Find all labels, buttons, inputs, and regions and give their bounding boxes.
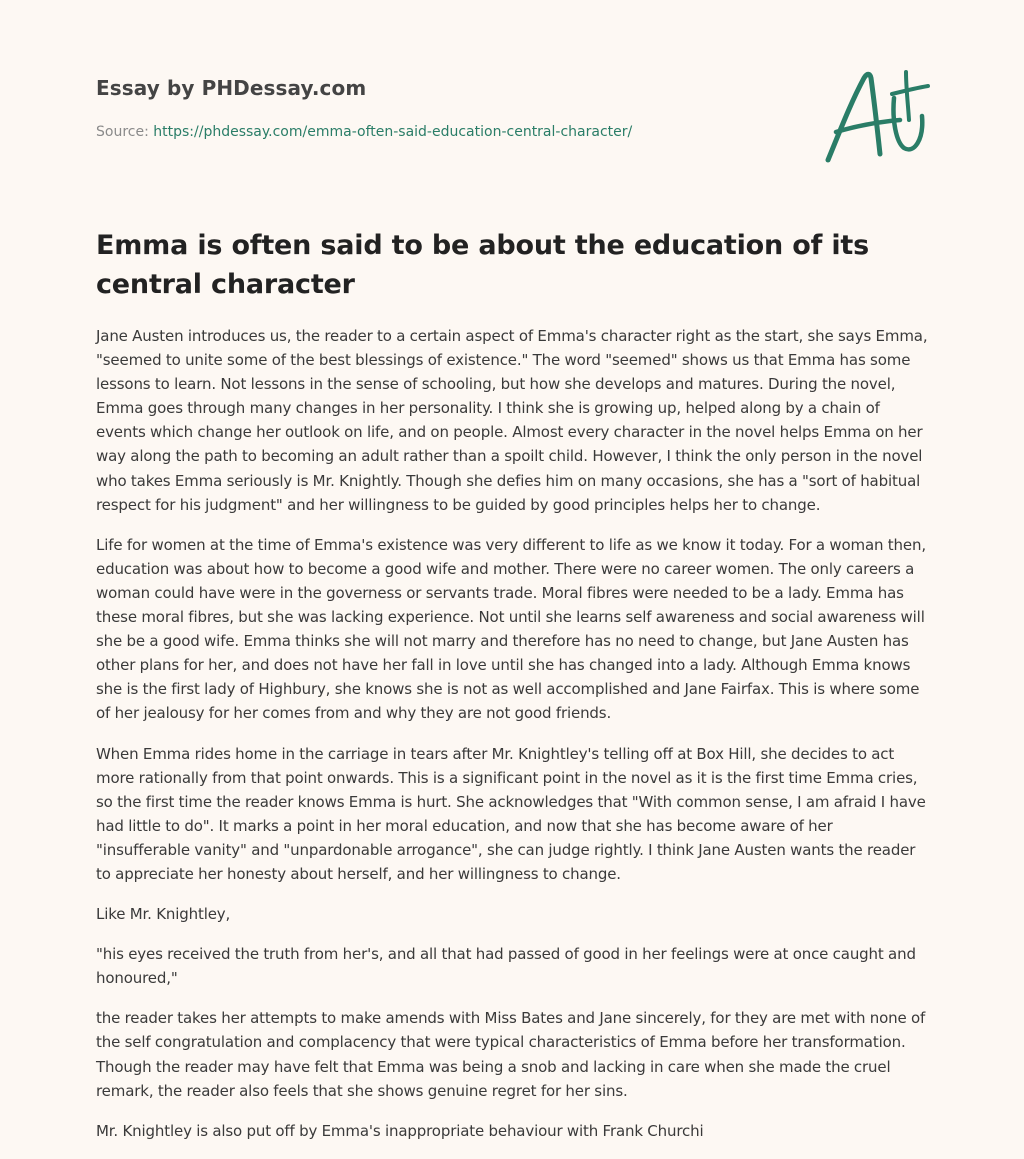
source-line (96, 124, 632, 140)
essay-paragraph: Like Mr. Knightley, (96, 905, 231, 924)
essay-quote: "his eyes received the truth from her's, and all that had passed of good in her feelings were at once caught and honoured," (96, 945, 916, 988)
site-title: Essay by PHDessay.com (96, 76, 367, 100)
essay-body (96, 324, 928, 1159)
source-label: Source: (96, 124, 149, 140)
source-link[interactable]: https://phdessay.com/emma-often-said-education-central-character/ (153, 124, 633, 140)
essay-paragraph: Mr. Knightley is also put off by Emma's inappropriate behaviour with Frank Churchi (96, 1121, 704, 1140)
page-header (96, 0, 928, 200)
essay-paragraph: Life for women at the time of Emma's existence was very different to life as we know it today. For a woman then, education was about how to become a good wife and mother. There were no career women. The only careers a woman could have were in the governess or servants trade. Moral fibres were needed to be a lady. Emma has these moral fibres, but she was lacking experience. Not until she learns self awareness and social awareness will she be a good wife. Emma thinks she will not marry and therefore has no need to change, but Jane Austen has other plans for her, and does not have her fall in love until she has changed into a lady. Although Emma knows she is the first lady of Highbury, she knows she is not as well accomplished and Jane Fairfax. This is where some of her jealousy for her comes from and why they are not good friends. (96, 535, 926, 723)
essay-title: Emma is often said to be about the education of its central character (96, 230, 869, 300)
essay-paragraph: Jane Austen introduces us, the reader to a certain aspect of Emma's character right as the start, she says Emma, "seemed to unite some of the best blessings of existence." The word "seemed" shows us that Emma has some lessons to learn. Not lessons in the sense of schooling, but how she develops and matures. During the novel, Emma goes through many changes in her personality. I think she is growing up, helped along by a chain of events which change her outlook on life, and on people. Almost every character in the novel helps Emma on her way along the path to becoming an adult rather than a spoilt child. However, I think the only person in the novel who takes Emma seriously is Mr. Knightly. Though she defies him on many occasions, she has a "sort of habitual respect for his judgment" and her willingness to be guided by good principles helps her to change. (96, 327, 928, 514)
essay-paragraph: When Emma rides home in the carriage in tears after Mr. Knightley's telling off at Box Hill, she decides to act more rationally from that point onwards. This is a significant point in the novel as it is the first time Emma cries, so the first time the reader knows Emma is hurt. She acknowledges that "With common sense, I am afraid I have had little to do". It marks a point in her moral education, and now that she has become aware of her "insufferable vanity" and "unpardonable arrogance", she can judge rightly. I think Jane Austen wants the reader to appreciate her honesty about herself, and her willingness to change. (96, 744, 926, 883)
essay-paragraph: the reader takes her attempts to make amends with Miss Bates and Jane sincerely, for they are met with none of the self congratulation and complacency that were typical characteristics of Emma before her transformation. Though the reader may have felt that Emma was being a snob and lacking in care when she made the cruel remark, the reader also feels that she shows genuine regret for her sins. (96, 1009, 926, 1100)
a-plus-logo-icon (820, 64, 930, 168)
